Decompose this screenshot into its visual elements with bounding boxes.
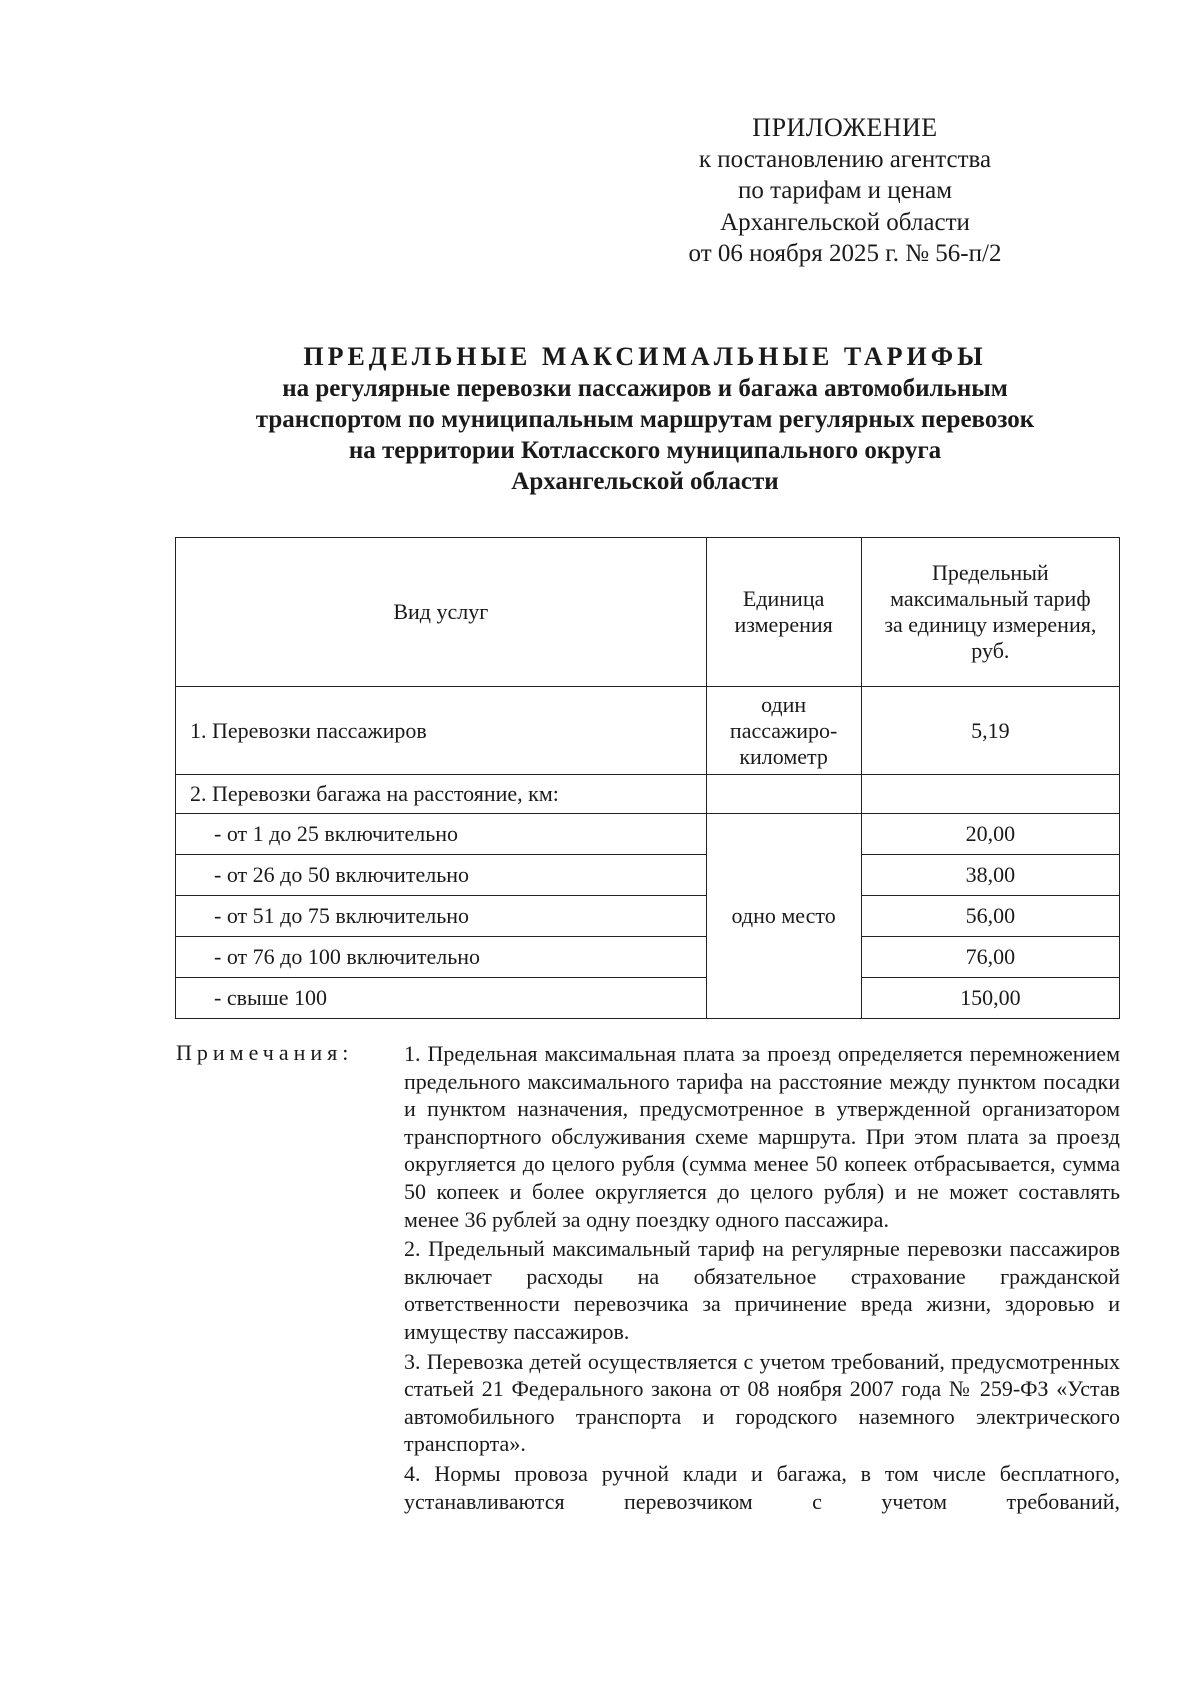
table-row (176, 978, 1120, 1019)
cell-tariff: 56,00 (861, 896, 1119, 937)
appendix-date-number: от 06 ноября 2025 г. № 56-п/2 (688, 240, 1002, 267)
cell-unit-empty (706, 775, 861, 814)
document-title (160, 340, 1130, 497)
tariff-table (175, 537, 1120, 1019)
header-tariff-line: Предельный (932, 560, 1049, 585)
note-item: 3. Перевозка детей осуществляется с учетом требований, предусмотренных статьей 21 Федерального закона от 08 ноября 2007 года № 259-ФЗ «Устав автомобильного транспорта и городского наземного электрического транспорта». (404, 1348, 1120, 1457)
cell-unit-merged: одно место (706, 814, 861, 1019)
table-row (176, 937, 1120, 978)
table-row (176, 855, 1120, 896)
appendix-line: по тарифам и ценам (737, 177, 953, 204)
appendix-header (680, 112, 1010, 270)
table-row (176, 814, 1120, 855)
header-service (176, 538, 707, 687)
cell-service: - свыше 100 (176, 978, 707, 1019)
cell-unit-line: пассажиро- (729, 717, 838, 743)
table-row (176, 896, 1120, 937)
appendix-line: Архангельской области (720, 208, 970, 236)
header-tariff-line: руб. (971, 638, 1010, 663)
header-unit-line: измерения (734, 612, 833, 637)
header-tariff-line: за единицу измерения, (884, 612, 1097, 637)
main-title: ПРЕДЕЛЬНЫЕ МАКСИМАЛЬНЫЕ ТАРИФЫ (303, 342, 987, 371)
note-item: 2. Предельный максимальный тариф на регулярные перевозки пассажиров включает расходы на обязательное страхование гражданской ответственности перевозчика за причинение вреда жизни, здоровью и имуществу пассажиров. (404, 1236, 1120, 1344)
cell-service: - от 1 до 25 включительно (176, 814, 707, 855)
note-item: 4. Нормы провоза ручной клади и багажа, в том числе бесплатного, устанавливаются перевозчиком с учетом требований, (404, 1460, 1120, 1514)
table-header-row (176, 538, 1120, 687)
table-row (176, 775, 1120, 814)
header-unit-line: Единица (742, 586, 825, 611)
cell-service: 1. Перевозки пассажиров (176, 687, 707, 775)
header-tariff-line: максимальный тариф (890, 586, 1091, 611)
cell-unit (706, 687, 861, 775)
header-tariff (861, 538, 1119, 687)
cell-service: - от 76 до 100 включительно (176, 937, 707, 978)
title-line: транспортом по муниципальным маршрутам регулярных перевозок (255, 406, 1035, 433)
cell-service: - от 51 до 75 включительно (176, 896, 707, 937)
header-unit (706, 538, 861, 687)
cell-tariff: 76,00 (861, 937, 1119, 978)
cell-tariff: 38,00 (861, 855, 1119, 896)
appendix-title: ПРИЛОЖЕНИЕ (752, 113, 938, 142)
table-row (176, 687, 1120, 775)
title-line: на регулярные перевозки пассажиров и багажа автомобильным (282, 375, 1008, 402)
note-item: 1. Предельная максимальная плата за проезд определяется перемножением предельного максимального тарифа на расстояние между пунктом посадки и пунктом назначения, предусмотренное в утвержденной организатором транспортного обслуживания схеме маршрута. При этом плата за проезд округляется до целого рубля (сумма менее 50 копеек отбрасывается, сумма 50 копеек и более округляется до целого рубля) и не может составлять менее 36 рублей за одну поездку одного пассажира. (404, 1041, 1120, 1232)
cell-tariff: 5,19 (861, 687, 1119, 775)
header-service-label: Вид услуг (393, 599, 489, 624)
cell-tariff: 150,00 (861, 978, 1119, 1019)
title-line: Архангельской области (511, 468, 779, 495)
appendix-line: к постановлению агентства (698, 145, 992, 173)
title-line: на территории Котласского муниципального округа (348, 437, 942, 464)
cell-unit-line: один (761, 691, 807, 717)
cell-service: 2. Перевозки багажа на расстояние, км: (176, 775, 707, 814)
cell-unit-line: километр (739, 743, 828, 769)
cell-tariff-empty (861, 775, 1119, 814)
notes-label: Примечания: (176, 1040, 354, 1065)
cell-service: - от 26 до 50 включительно (176, 855, 707, 896)
notes-list (404, 1040, 1120, 1517)
cell-tariff: 20,00 (861, 814, 1119, 855)
